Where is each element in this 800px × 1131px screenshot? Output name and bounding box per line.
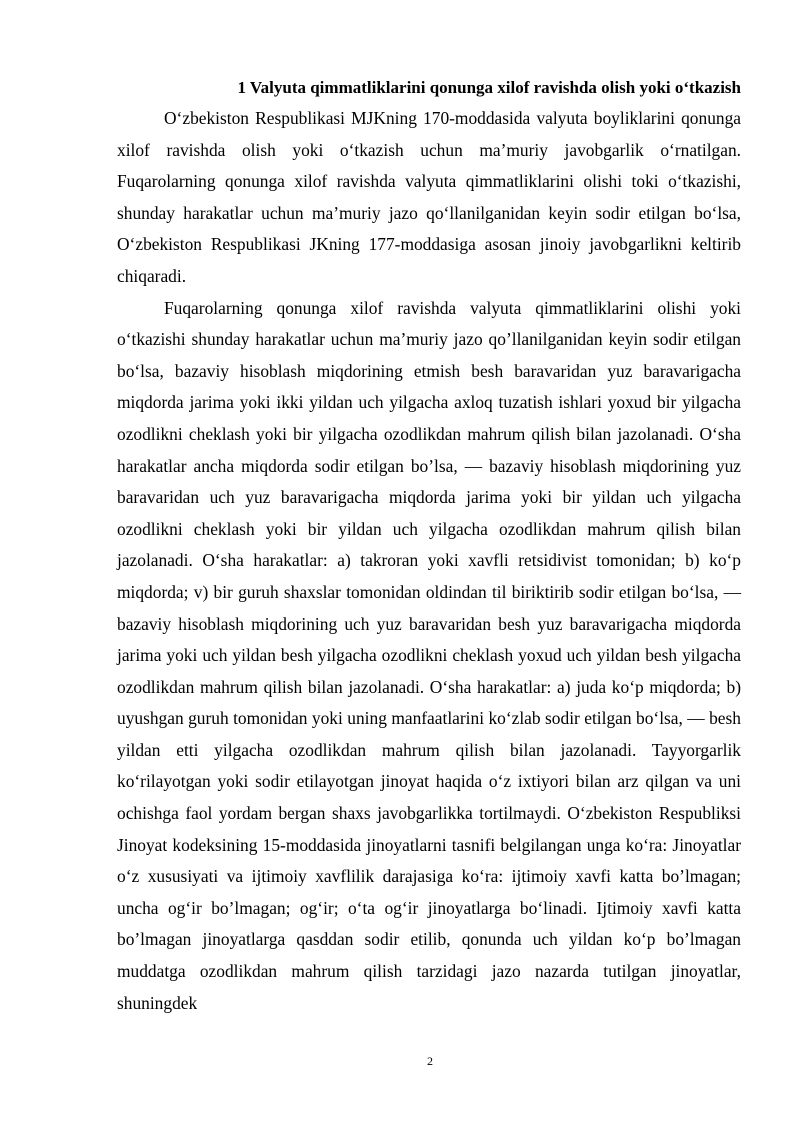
page-body bbox=[117, 72, 741, 1019]
section-heading: 1 Valyuta qimmatliklarini qonunga xilof ravishda olish yoki o‘tkazish bbox=[237, 78, 741, 97]
page-number: 2 bbox=[427, 1054, 433, 1068]
paragraph-1: O‘zbekiston Respublikasi MJKning 170-moddasida valyuta boyliklarini qonunga xilof ravishda olish yoki o‘tkazish uchun ma’muriy javobgarlik o‘rnatilgan. Fuqarolarning qonunga xilof ravishda valyuta qimmatliklarini olishi toki o‘tkazishi, shunday harakatlar uchun ma’muriy jazo qo‘llanilganidan keyin sodir etilgan bo‘lsa, O‘zbekiston Respublikasi JKning 177-moddasiga asosan jinoiy javobgarlikni keltirib chiqaradi. bbox=[117, 108, 741, 286]
paragraph-2: Fuqarolarning qonunga xilof ravishda valyuta qimmatliklarini olishi yoki o‘tkazishi shunday harakatlar uchun ma’muriy jazo qo’llanilganidan keyin sodir etilgan bo‘lsa, bazaviy hisoblash miqdorining etmish besh baravaridan yuz baravarigacha miqdorda jarima yoki ikki yildan uch yilgacha axloq tuzatish ishlari yoxud bir yilgacha ozodlikni cheklash yoki bir yilgacha ozodlikdan mahrum qilish bilan jazolanadi. O‘sha harakatlar ancha miqdorda sodir etilgan bo’lsa, — bazaviy hisoblash miqdorining yuz baravaridan uch yuz baravarigacha miqdorda jarima yoki bir yildan uch yilgacha ozodlikni cheklash yoki bir yildan uch yilgacha ozodlikdan mahrum qilish bilan jazolanadi. O‘sha harakatlar: a) takroran yoki xavfli retsidivist tomonidan; b) ko‘p miqdorda; v) bir guruh shaxslar tomonidan oldindan til biriktirib sodir etilgan bo‘lsa, — bazaviy hisoblash miqdorining uch yuz baravaridan besh yuz baravarigacha miqdorda jarima yoki uch yildan besh yilgacha ozodlikni cheklash yoxud uch yildan besh yilgacha ozodlikdan mahrum qilish bilan jazolanadi. O‘sha harakatlar: a) juda ko‘p miqdorda; b) uyushgan guruh tomonidan yoki uning manfaatlarini ko‘zlab sodir etilgan bo‘lsa, — besh yildan etti yilgacha ozodlikdan mahrum qilish bilan jazolanadi. Tayyorgarlik ko‘rilayotgan yoki sodir etilayotgan jinoyat haqida o‘z ixtiyori bilan arz qilgan va uni ochishga faol yordam bergan shaxs javobgarlikka tortilmaydi. O‘zbekiston Respubliksi Jinoyat kodeksining 15-moddasida jinoyatlarni tasnifi belgilangan unga ko‘ra: Jinoyatlar o‘z xususiyati va ijtimoiy xavflilik darajasiga ko‘ra: ijtimoiy xavfi katta bo’lmagan; uncha og‘ir bo’lmagan; og‘ir; o‘ta og‘ir jinoyatlarga bo‘linadi. Ijtimoiy xavfi katta bo’lmagan jinoyatlarga qasddan sodir etilib, qonunda uch yildan ko‘p bo’lmagan muddatga ozodlikdan mahrum qilish tarzidagi jazo nazarda tutilgan jinoyatlar, shuningdek bbox=[117, 297, 741, 1013]
